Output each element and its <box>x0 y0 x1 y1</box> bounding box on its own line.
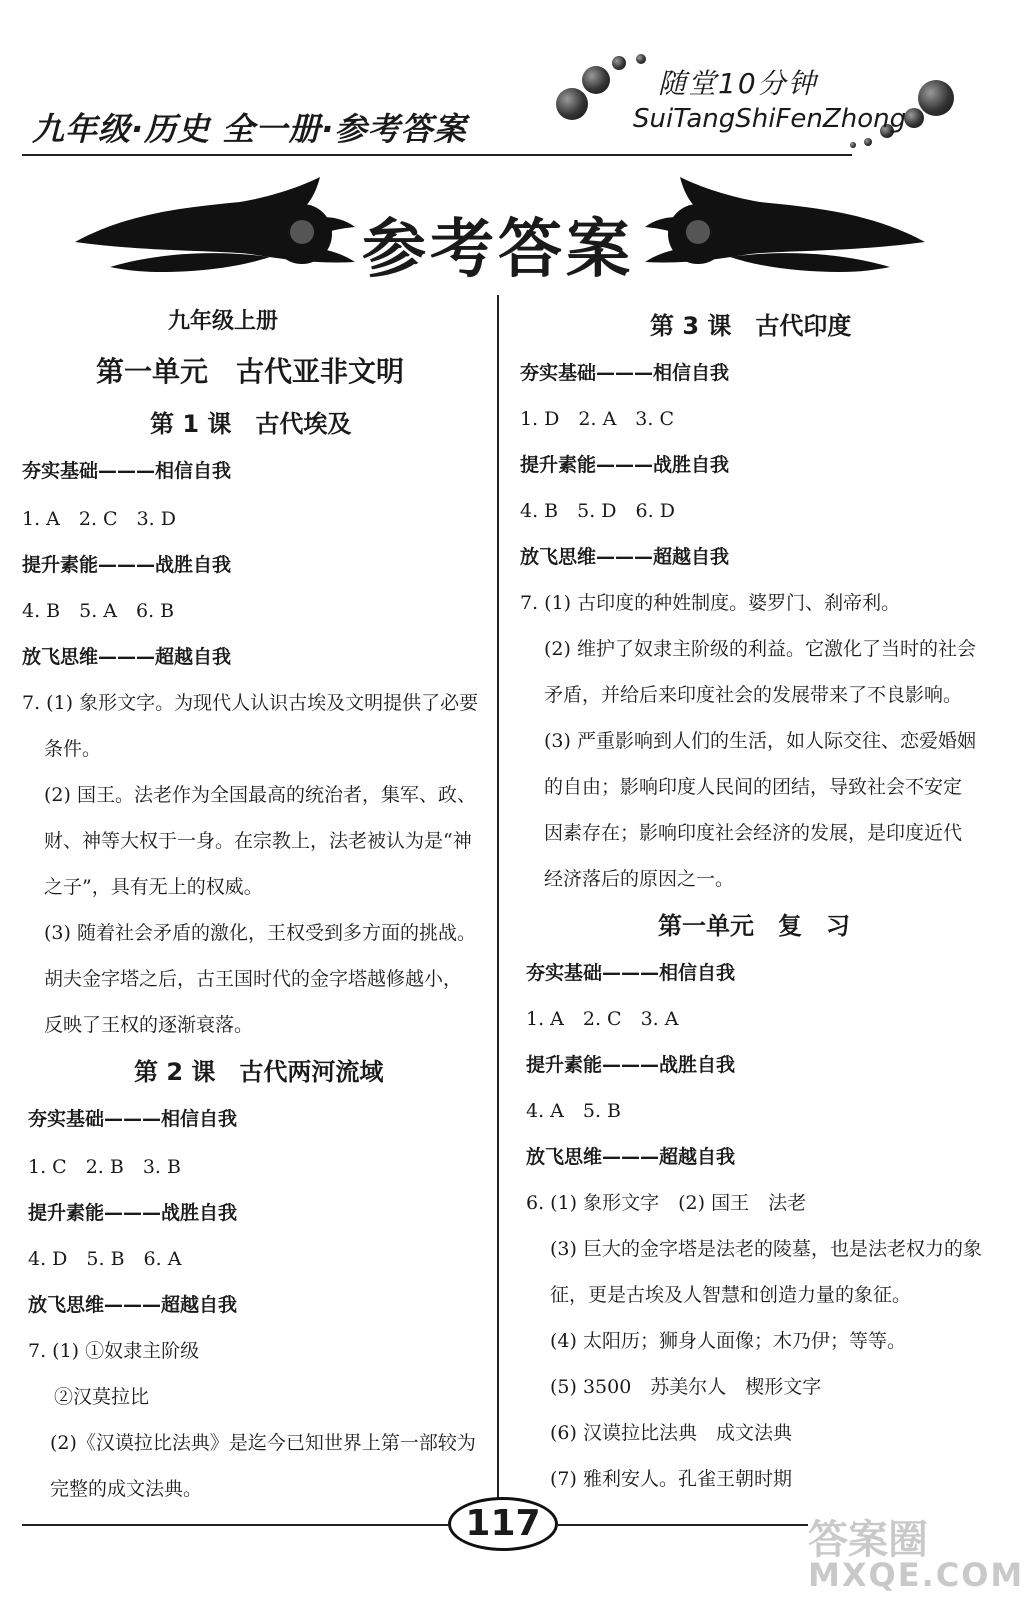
lesson-title: 第 2 课 古代两河流域 <box>134 1058 384 1086</box>
answer-line: (5) 3500 苏美尔人 楔形文字 <box>550 1376 822 1398</box>
answer-line: (2) 维护了奴隶主阶级的利益。它激化了当时的社会 <box>544 638 976 660</box>
answer-line: 7. (1) 古印度的种姓制度。婆罗门、刹帝利。 <box>520 592 901 614</box>
answer-line: (4) 太阳历；狮身人面像；木乃伊；等等。 <box>550 1330 906 1352</box>
answer-line: 4. D 5. B 6. A <box>28 1248 182 1270</box>
answer-line: (2) 国王。法老作为全国最高的统治者，集军、政、 <box>44 784 476 806</box>
dot-icon <box>918 80 954 116</box>
section-label: 夯实基础———相信自我 <box>28 1108 238 1130</box>
answer-line: (3) 巨大的金字塔是法老的陵墓，也是法老权力的象 <box>550 1238 982 1260</box>
brand-chinese: 随堂10分钟 <box>658 67 818 100</box>
answer-line: 7. (1) ①奴隶主阶级 <box>28 1340 200 1362</box>
answer-line: 条件。 <box>44 738 102 760</box>
answer-line: 的自由；影响印度人民间的团结，导致社会不安定 <box>544 776 963 798</box>
grade-heading: 九年级上册 <box>168 309 279 334</box>
answer-line: 胡夫金字塔之后，古王国时代的金字塔越修越小， <box>44 968 463 990</box>
answer-line: (2)《汉谟拉比法典》是迄今已知世界上第一部较为 <box>50 1432 476 1454</box>
answer-line: (6) 汉谟拉比法典 成文法典 <box>550 1422 792 1444</box>
dot-icon <box>904 108 924 128</box>
banner-title: 参考答案 <box>362 213 634 287</box>
answer-line: 4. A 5. B <box>526 1100 622 1122</box>
answer-line: 1. A 2. C 3. A <box>526 1008 679 1030</box>
answer-line: (3) 严重影响到人们的生活，如人际交往、恋爱婚姻 <box>544 730 976 752</box>
section-label: 夯实基础———相信自我 <box>526 962 736 984</box>
answer-line: 因素存在；影响印度社会经济的发展，是印度近代 <box>544 822 963 844</box>
answer-line: 1. D 2. A 3. C <box>520 408 674 430</box>
answer-line: ②汉莫拉比 <box>54 1386 150 1408</box>
answer-line: 经济落后的原因之一。 <box>544 868 735 890</box>
unit-heading: 第一单元 古代亚非文明 <box>96 355 405 388</box>
answer-line: 4. B 5. D 6. D <box>520 500 675 522</box>
section-label: 提升素能———战胜自我 <box>22 554 232 576</box>
section-label: 放飞思维———超越自我 <box>22 646 232 668</box>
section-label: 放飞思维———超越自我 <box>520 546 730 568</box>
answer-line: 财、神等大权于一身。在宗教上，法老被认为是“神 <box>44 830 472 852</box>
answer-line: 反映了王权的逐渐衰落。 <box>44 1014 254 1036</box>
answer-line: (7) 雅利安人。孔雀王朝时期 <box>550 1468 792 1490</box>
answer-line: 征，更是古埃及人智慧和创造力量的象征。 <box>550 1284 912 1306</box>
brand-english: SuiTangShiFenZhong <box>633 104 907 134</box>
lesson-title: 第 1 课 古代埃及 <box>150 410 352 438</box>
dot-icon <box>612 56 626 70</box>
answer-line: 完整的成文法典。 <box>50 1478 203 1500</box>
section-label: 提升素能———战胜自我 <box>520 454 730 476</box>
section-label: 提升素能———战胜自我 <box>28 1202 238 1224</box>
section-label: 夯实基础———相信自我 <box>520 362 730 384</box>
lesson-title: 第 3 课 古代印度 <box>650 312 852 340</box>
answer-line: 6. (1) 象形文字 (2) 国王 法老 <box>526 1192 807 1214</box>
answer-line: 1. A 2. C 3. D <box>22 508 176 530</box>
dot-icon <box>864 138 872 146</box>
page-number: 117 <box>448 1497 558 1551</box>
answer-line: 4. B 5. A 6. B <box>22 600 175 622</box>
section-label: 提升素能———战胜自我 <box>526 1054 736 1076</box>
review-title: 第一单元 复 习 <box>658 912 850 940</box>
page-header-title: 九年级·历史 全一册·参考答案 <box>32 110 467 148</box>
header-rule <box>22 154 852 156</box>
dot-icon <box>582 66 610 94</box>
watermark-logo: 答案圈 <box>808 1517 928 1563</box>
section-label: 放飞思维———超越自我 <box>526 1146 736 1168</box>
answer-line: 1. C 2. B 3. B <box>28 1156 181 1178</box>
dot-icon <box>850 142 856 148</box>
watermark-url: MXQE.COM <box>808 1556 1024 1594</box>
answer-line: 矛盾，并给后来印度社会的发展带来了不良影响。 <box>544 684 963 706</box>
footer-rule-left <box>22 1524 448 1526</box>
footer-rule-right <box>558 1524 808 1526</box>
column-divider <box>497 295 499 1525</box>
answer-line: (3) 随着社会矛盾的激化，王权受到多方面的挑战。 <box>44 922 476 944</box>
answer-line: 7. (1) 象形文字。为现代人认识古埃及文明提供了必要 <box>22 692 479 714</box>
answer-line: 之子”，具有无上的权威。 <box>44 876 263 898</box>
section-label: 放飞思维———超越自我 <box>28 1294 238 1316</box>
dot-icon <box>636 54 646 64</box>
section-label: 夯实基础———相信自我 <box>22 460 232 482</box>
dot-icon <box>556 88 588 120</box>
